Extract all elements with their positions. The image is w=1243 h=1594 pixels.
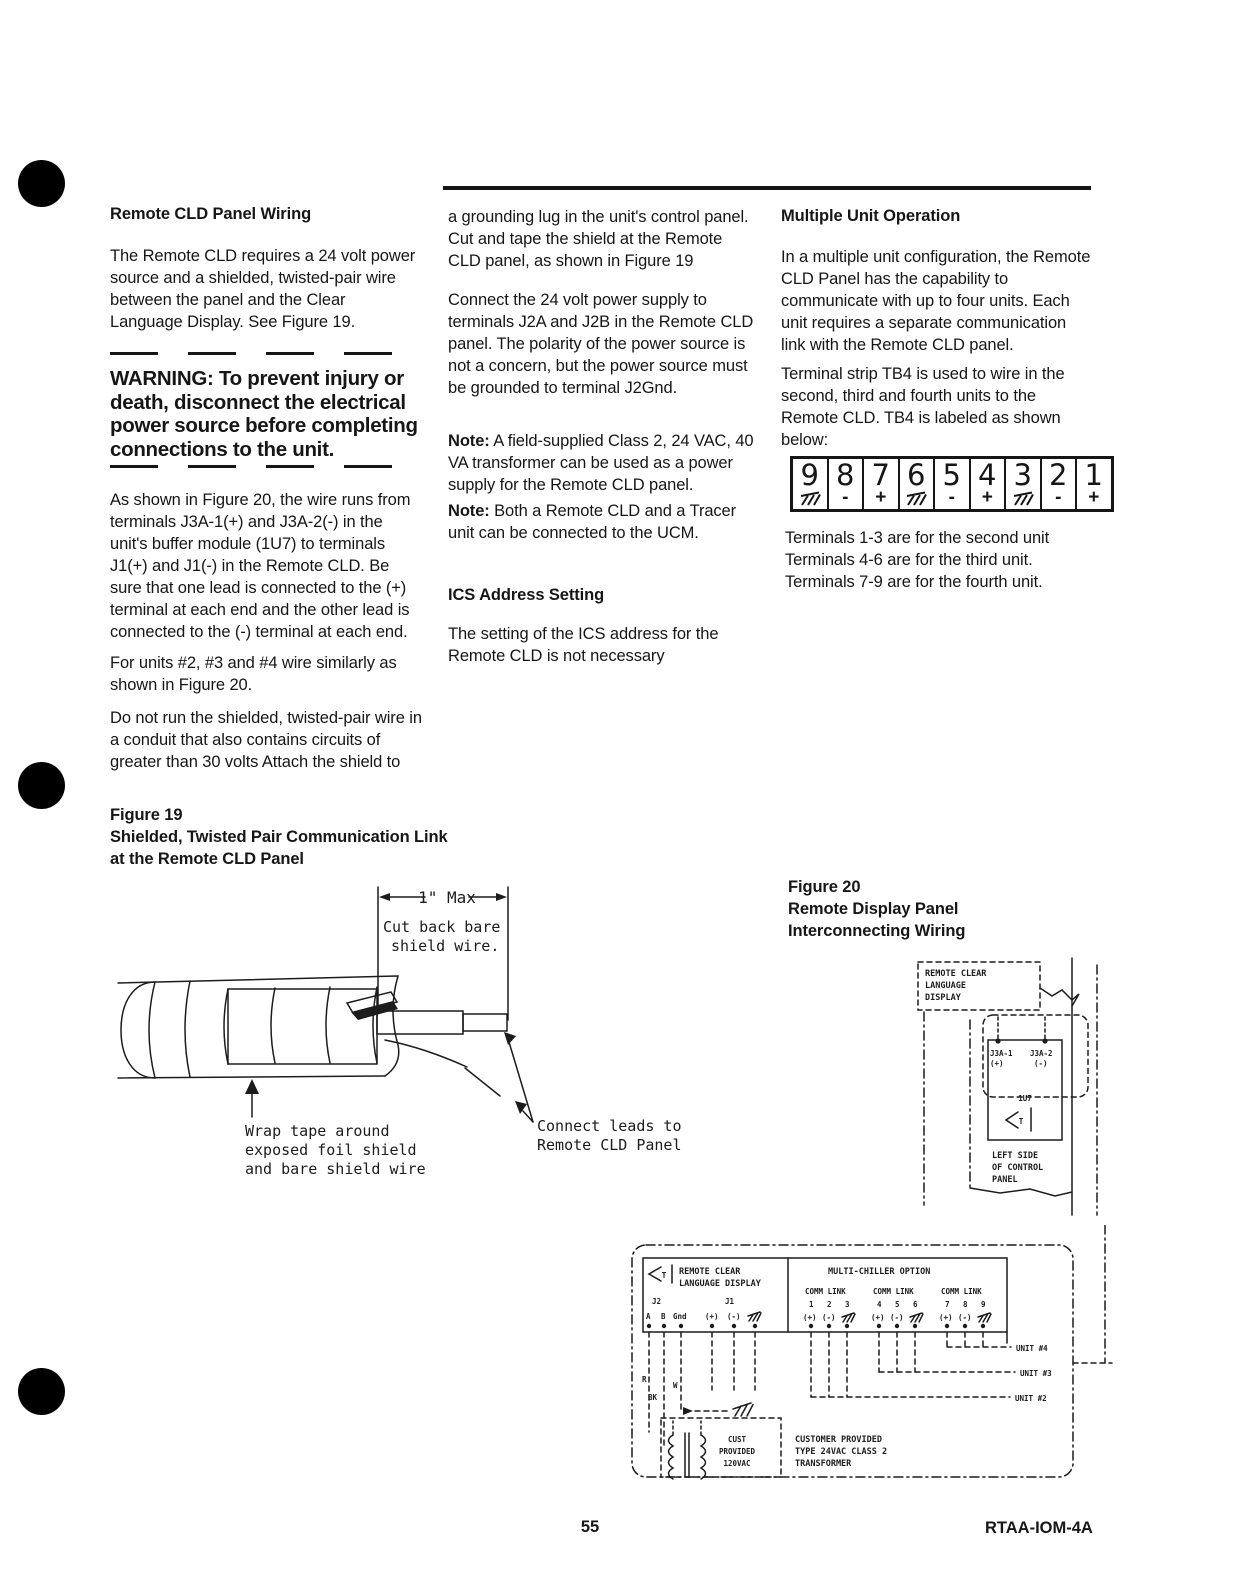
figure-number: Figure 20	[788, 878, 861, 896]
punch-hole	[18, 762, 65, 809]
terminal-note: Terminals 4-6 are for the third unit.	[785, 551, 1033, 569]
paragraph: Do not run the shielded, twisted-pair wire in a conduit that also contains circuits of greater than 30 volts Attach the shield to	[110, 709, 422, 771]
terminal-sign: (+)	[803, 1313, 817, 1322]
note-paragraph	[448, 500, 755, 544]
wrap-note-line: exposed foil shield	[245, 1141, 417, 1159]
ground-icon	[798, 490, 822, 506]
section-heading: Multiple Unit Operation	[781, 207, 961, 225]
unit-label: UNIT #3	[1020, 1369, 1052, 1378]
paragraph: In a multiple unit configuration, the Remote CLD Panel has the capability to communicate with up to four units. Each unit requires a separate communication link with the Remote CLD panel.	[781, 248, 1091, 354]
paragraph: Connect the 24 volt power supply to terminals J2A and J2B in the Remote CLD panel. The polarity of the power source is not a concern, but the power source must be grounded to terminal J2Gnd.	[448, 291, 754, 397]
tb4-cell	[1004, 459, 1040, 509]
comm-terminal-number: 8	[963, 1300, 968, 1309]
ground-icon	[733, 1403, 753, 1416]
terminal-label: A	[646, 1312, 651, 1321]
warning-text: WARNING: To prevent injury or death, disconnect the electrical power source before completing connections to the unit.	[110, 367, 418, 461]
panel-label-line: OF CONTROL	[992, 1163, 1044, 1173]
ground-icon	[748, 1312, 761, 1321]
terminal-number: 2	[1049, 458, 1068, 492]
punch-hole	[18, 160, 65, 207]
transformer-note-line: TRANSFORMER	[795, 1459, 852, 1469]
tb4-cell	[862, 459, 898, 509]
transformer-label-line: CUST	[727, 1435, 747, 1444]
minus-symbol: -	[948, 487, 955, 508]
terminal-note: Terminals 7-9 are for the fourth unit.	[785, 573, 1043, 591]
plus-symbol: +	[875, 487, 887, 508]
cut-note-line: Cut back bare	[383, 918, 501, 936]
connect-note-line: Remote CLD Panel	[537, 1136, 682, 1154]
terminal-dot	[995, 1038, 1000, 1043]
cable-drawing	[118, 976, 682, 1178]
transformer-label-line: 120VAC	[723, 1459, 751, 1468]
module-label: 1U7	[1018, 1094, 1032, 1103]
tb4-cell	[898, 459, 934, 509]
display-label-line: REMOTE CLEAR	[679, 1267, 741, 1277]
paragraph: a grounding lug in the unit's control panel. Cut and tape the shield at the Remote CLD panel, as shown in Figure 19	[448, 208, 749, 270]
terminal-label: Gnd	[673, 1312, 687, 1321]
conductor-wire	[377, 1011, 463, 1034]
connector-label: J2	[652, 1297, 662, 1306]
connector-label: J1	[725, 1297, 735, 1306]
ground-icon	[978, 1313, 991, 1322]
comm-link-label: COMM LINK	[805, 1287, 846, 1296]
note-text: Both a Remote CLD and a Tracer unit can be connected to the UCM.	[448, 502, 737, 542]
dimension-1in-max	[378, 887, 508, 1020]
tb4-cell	[827, 459, 863, 509]
panel-label-line: PANEL	[992, 1175, 1018, 1185]
paragraph: As shown in Figure 20, the wire runs from terminals J3A-1(+) and J3A-2(-) in the unit's buffer module (1U7) to terminals J1(+) and J1(-) in the Remote CLD. Be sure that one lead is connected to the (+) terminal at each end and the other lead is connected to the (-) terminal at each end.	[110, 491, 411, 641]
note-label: Note:	[448, 432, 490, 450]
terminal-number: 7	[871, 458, 890, 492]
section-heading: ICS Address Setting	[448, 586, 605, 604]
display-label-line: DISPLAY	[925, 993, 961, 1003]
svg-text:T: T	[661, 1271, 667, 1280]
minus-symbol: -	[842, 487, 849, 508]
wrap-note-line: Wrap tape around	[245, 1122, 390, 1140]
separator	[110, 352, 413, 355]
terminal-sign: (+)	[939, 1313, 953, 1322]
terminal-label: B	[661, 1312, 666, 1321]
ground-icon	[910, 1313, 923, 1322]
figure-title: Remote Display Panel	[788, 900, 959, 918]
display-label-line: LANGUAGE	[925, 981, 966, 991]
figure-title: at the Remote CLD Panel	[110, 850, 304, 868]
terminal-number: 1	[1084, 458, 1103, 492]
option-label: MULTI-CHILLER OPTION	[828, 1267, 931, 1277]
comm-link-label: COMM LINK	[941, 1287, 982, 1296]
wire-label: BK	[648, 1393, 658, 1402]
transformer-label-line: PROVIDED	[718, 1447, 756, 1456]
transformer-note-line: TYPE 24VAC CLASS 2	[795, 1447, 888, 1457]
comm-terminal-number: 4	[877, 1300, 882, 1309]
dim-label: 1" Max	[418, 888, 476, 907]
svg-text:T: T	[1018, 1117, 1024, 1126]
unit-label: UNIT #2	[1015, 1394, 1047, 1403]
tb4-cell	[793, 459, 827, 509]
tb4-cell	[933, 459, 969, 509]
page-number: 55	[580, 1518, 600, 1536]
terminal-number: 8	[836, 458, 855, 492]
paragraph: The setting of the ICS address for the Remote CLD is not necessary	[448, 625, 719, 665]
figure20-wiring-schematic	[615, 1225, 1115, 1490]
cut-note-line: shield wire.	[391, 937, 500, 955]
wrap-note-line: and bare shield wire	[245, 1160, 426, 1178]
display-label-line: LANGUAGE DISPLAY	[679, 1279, 761, 1289]
plus-symbol: +	[981, 487, 993, 508]
ground-icon	[798, 491, 822, 506]
top-rule	[443, 186, 1091, 190]
ground-icon	[1011, 490, 1035, 506]
tb4-terminal-strip	[790, 456, 1114, 512]
terminal-label: J3A-2	[1030, 1049, 1053, 1058]
terminal-sign: (-)	[958, 1313, 972, 1322]
figure20-caption	[788, 876, 1108, 942]
comm-terminal-number: 6	[913, 1300, 918, 1309]
document-code: RTAA-IOM-4A	[985, 1519, 1093, 1537]
comm-terminal-number: 2	[827, 1300, 832, 1309]
ground-icon	[842, 1313, 855, 1322]
paragraph: Terminal strip TB4 is used to wire in the second, third and fourth units to the Remote CLD. TB4 is labeled as shown below:	[781, 365, 1065, 449]
terminal-number: 5	[942, 458, 961, 492]
terminal-sign: (+)	[990, 1059, 1004, 1068]
terminal-number: 3	[1013, 458, 1032, 492]
note-paragraph	[448, 430, 755, 496]
note-text: A field-supplied Class 2, 24 VAC, 40 VA transformer can be used as a power supply for the Remote CLD panel.	[448, 432, 754, 494]
terminal-sign: (-)	[822, 1313, 836, 1322]
terminal-number: 6	[907, 458, 926, 492]
wire-label: W	[673, 1381, 678, 1390]
terminal-sign: (+)	[871, 1313, 885, 1322]
figure19-cable-drawing	[95, 860, 725, 1190]
figure-title: Shielded, Twisted Pair Communication Link	[110, 828, 448, 846]
comm-terminal-number: 1	[809, 1300, 814, 1309]
terminal-sign: (+)	[705, 1312, 719, 1321]
terminal-dot	[1042, 1038, 1047, 1043]
terminal-note: Terminals 1-3 are for the second unit	[785, 529, 1050, 547]
figure-number: Figure 19	[110, 806, 183, 824]
figure-title: Interconnecting Wiring	[788, 922, 966, 940]
ground-icon	[904, 490, 928, 506]
minus-symbol: -	[1055, 487, 1062, 508]
paragraph: The Remote CLD requires a 24 volt power source and a shielded, twisted-pair wire between the panel and the Clear Language Display. See Figure 19.	[110, 247, 416, 331]
section-heading: Remote CLD Panel Wiring	[110, 205, 312, 223]
terminal-sign: (-)	[1034, 1059, 1048, 1068]
tb4-cell	[969, 459, 1005, 509]
paragraph: For units #2, #3 and #4 wire similarly as shown in Figure 20.	[110, 654, 397, 694]
comm-link-label: COMM LINK	[873, 1287, 914, 1296]
terminal-number: 4	[978, 458, 997, 492]
connect-note-line: Connect leads to	[537, 1117, 682, 1135]
terminal-sign: (-)	[890, 1313, 904, 1322]
tb4-cell	[1075, 459, 1111, 509]
figure20-control-panel-drawing	[880, 950, 1115, 1225]
tb4-cell	[1040, 459, 1076, 509]
wire-label: R	[642, 1375, 647, 1384]
note-label: Note:	[448, 502, 490, 520]
comm-terminal-number: 5	[895, 1300, 900, 1309]
punch-hole	[18, 1368, 65, 1415]
plus-symbol: +	[1088, 487, 1100, 508]
ground-icon	[1011, 491, 1035, 506]
tracer-symbol	[1006, 1108, 1031, 1131]
panel-label-line: LEFT SIDE	[992, 1151, 1039, 1161]
comm-terminal-number: 9	[981, 1300, 986, 1309]
terminal-label: J3A-1	[990, 1049, 1013, 1058]
unit-label: UNIT #4	[1016, 1344, 1048, 1353]
transformer-note-line: CUSTOMER PROVIDED	[795, 1435, 882, 1445]
ground-icon	[904, 491, 928, 506]
comm-terminal-number: 7	[945, 1300, 950, 1309]
comm-terminal-number: 3	[845, 1300, 850, 1309]
terminal-number: 9	[800, 458, 819, 492]
terminal-sign: (-)	[727, 1312, 741, 1321]
separator	[110, 465, 413, 468]
display-label-line: REMOTE CLEAR	[925, 969, 987, 979]
tracer-symbol	[649, 1265, 672, 1283]
